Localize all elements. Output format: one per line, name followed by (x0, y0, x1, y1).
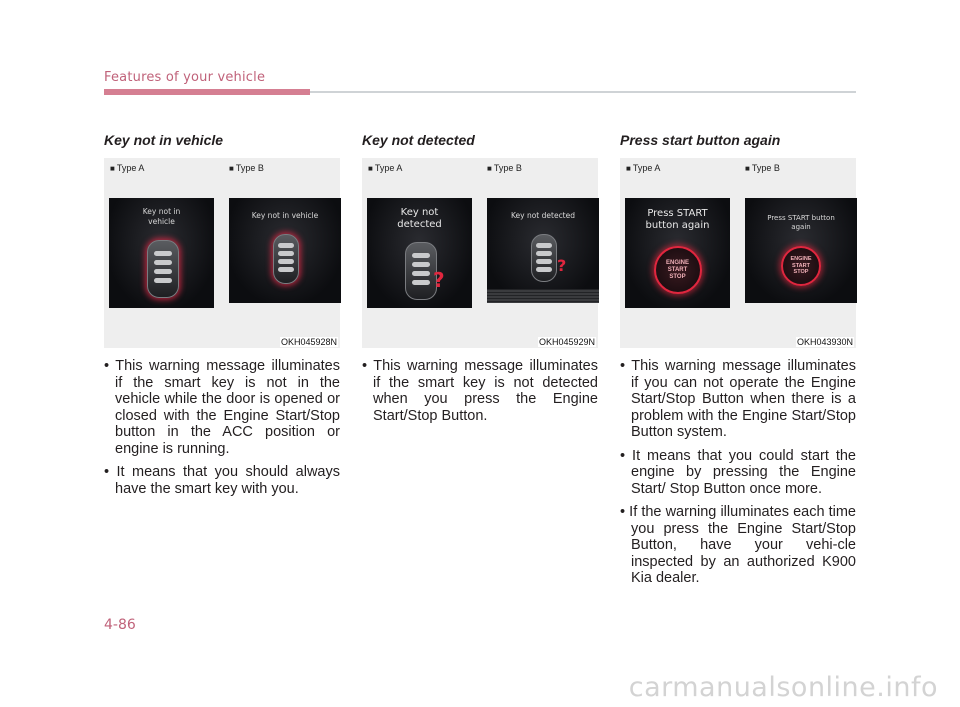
section-heading: Key not detected (362, 132, 475, 148)
section-press-start-button-again (620, 128, 856, 594)
square-bullet-icon: ■ (229, 164, 234, 173)
bullet-item: • If the warning illuminates each time you press the Engine Start/Stop Button, have your vehi-cle inspected by an authorized K900 Kia dealer. (620, 504, 856, 586)
figure-type-a (362, 158, 477, 344)
header-accent-bar (104, 89, 310, 95)
figure-type-a (620, 158, 735, 344)
square-bullet-icon: ■ (745, 164, 750, 173)
figure-code: OKH045928N (280, 337, 337, 347)
cluster-figure (620, 158, 856, 348)
cluster-screen-a (109, 198, 214, 308)
cluster-figure (104, 158, 340, 348)
header-rule (310, 91, 856, 93)
cluster-screen-b (487, 198, 599, 303)
type-b-label: Type B (493, 163, 522, 173)
bullet-list (362, 358, 598, 424)
figure-type-b (739, 158, 854, 344)
square-bullet-icon: ■ (368, 164, 373, 173)
cluster-screen-a (367, 198, 472, 308)
question-mark-icon: ? (433, 268, 445, 292)
figure-code: OKH045929N (538, 337, 595, 347)
square-bullet-icon: ■ (110, 164, 115, 173)
bullet-list (104, 358, 340, 497)
type-a-label: Type A (632, 163, 661, 173)
screen-message: Key not detected (397, 207, 442, 230)
screen-message: Key not in vehicle (251, 211, 319, 220)
engine-start-stop-button-icon (781, 246, 821, 286)
question-mark-icon: ? (557, 256, 567, 275)
smart-key-icon (531, 234, 557, 282)
page-number: 4-86 (104, 617, 136, 633)
watermark: carmanualsonline.info (628, 672, 938, 703)
figure-type-a (104, 158, 219, 344)
type-b-label: Type B (751, 163, 780, 173)
screen-message: Press START button again (645, 208, 710, 231)
square-bullet-icon: ■ (487, 164, 492, 173)
square-bullet-icon: ■ (626, 164, 631, 173)
section-heading: Press start button again (620, 132, 781, 148)
figure-type-b (481, 158, 596, 344)
screen-message: Press START button again (767, 214, 835, 231)
button-label: ENGINE START STOP (790, 256, 812, 275)
type-a-label: Type A (116, 163, 145, 173)
button-label: ENGINE START STOP (665, 260, 689, 280)
bullet-item: • This warning message illuminates if the smart key is not in the vehicle while the door is opened or closed with the Engine Start/Stop button in the ACC position or engine is running. (104, 358, 340, 457)
floor-lines (487, 289, 599, 303)
cluster-screen-b (745, 198, 857, 303)
engine-start-stop-button-icon (654, 246, 702, 294)
section-key-not-detected (362, 128, 598, 431)
bullet-item: • It means that you should always have the smart key with you. (104, 464, 340, 497)
figure-code: OKH043930N (796, 337, 853, 347)
cluster-figure (362, 158, 598, 348)
figure-type-b (223, 158, 338, 344)
screen-message: Key not detected (510, 211, 576, 220)
bullet-list (620, 358, 856, 587)
bullet-item: • It means that you could start the engine by pressing the Engine Start/ Stop Button once more. (620, 447, 856, 497)
cluster-screen-a (625, 198, 730, 308)
type-a-label: Type A (374, 163, 403, 173)
screen-message: Key not in vehicle (142, 207, 181, 226)
smart-key-icon (273, 234, 299, 284)
smart-key-icon (405, 242, 437, 300)
section-key-not-in-vehicle (104, 128, 340, 504)
bullet-item: • This warning message illuminates if the smart key is not detected when you press the Engine Start/Stop Button. (362, 358, 598, 424)
section-header-title: Features of your vehicle (104, 70, 266, 85)
section-heading: Key not in vehicle (104, 132, 224, 148)
type-b-label: Type B (235, 163, 264, 173)
smart-key-icon (147, 240, 179, 298)
cluster-screen-b (229, 198, 341, 303)
bullet-item: • This warning message illuminates if you can not operate the Engine Start/Stop Button when there is a problem with the Engine Start/Stop Button system. (620, 358, 856, 440)
